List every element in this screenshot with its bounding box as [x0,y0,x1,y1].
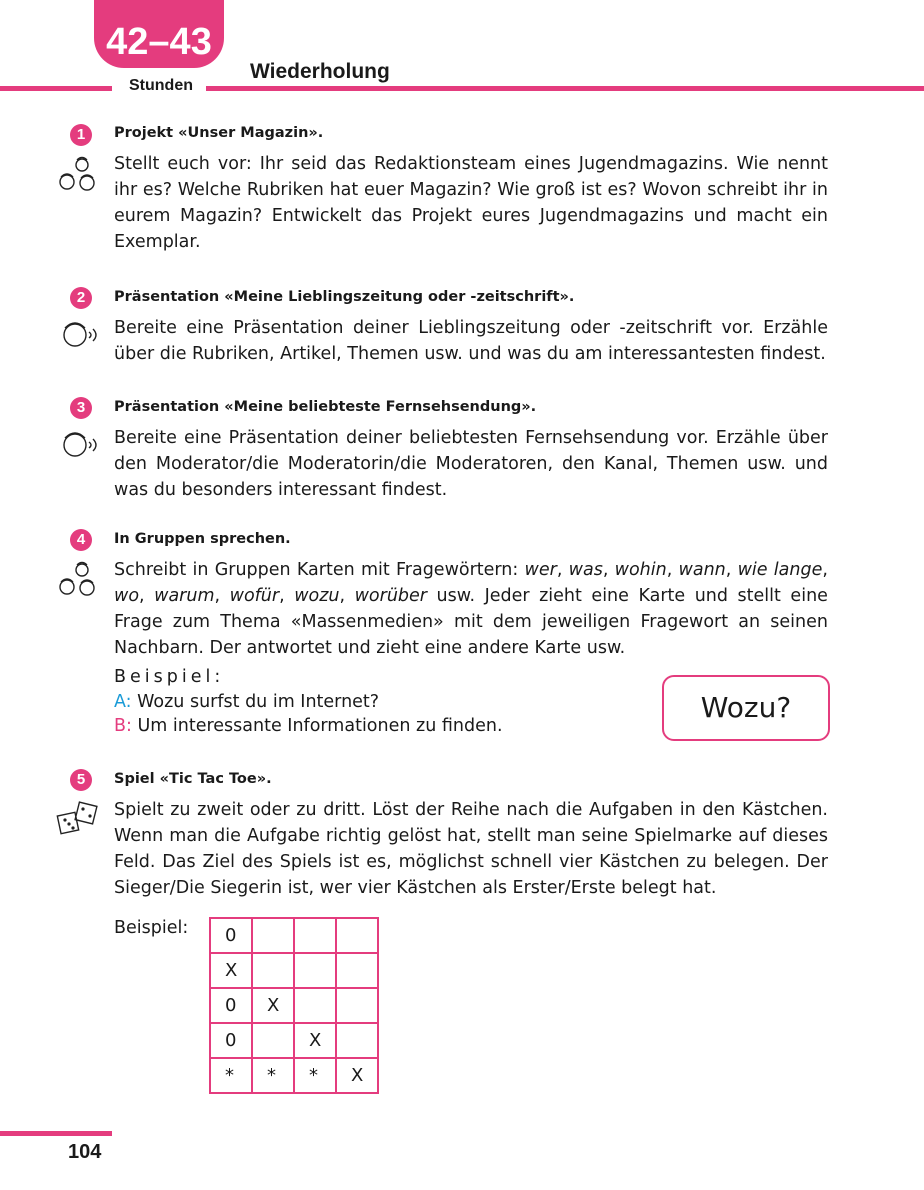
page-number: 104 [68,1141,102,1163]
grid-cell [252,953,294,988]
footer-rule [0,1131,112,1136]
header-rule-right [206,86,924,91]
example-label: Beispiel: [114,667,225,687]
grid-cell: 0 [210,918,252,953]
dice-icon [55,800,101,838]
grid-cell [336,918,378,953]
question-word-card: Wozu? [662,675,830,741]
grid-cell: X [294,1023,336,1058]
task-text-5: Spielt zu zweit oder zu dritt. Löst der Reihe nach die Aufgaben in den Kästchen. Wenn man die Aufgabe richtig gelöst hat, stellt man seine Spielmarke auf dieses Feld. Das Ziel des Spiels ist es, möglichst schnell vier Kästchen zu belegen. Der Sieger/Die Siegerin ist, wer vier Kästchen als Erster/Erste belegt hat. [114,800,828,898]
header-rule-left [0,86,112,91]
grid-cell [294,953,336,988]
grid-row [210,953,378,988]
lesson-label: Stunden [116,77,206,95]
grid-row [210,1023,378,1058]
grid-cell: 0 [210,988,252,1023]
task-number-1: 1 [70,124,92,146]
task-title-4: In Gruppen sprechen. [114,531,291,547]
task-title-5: Spiel «Tic Tac Toe». [114,771,272,787]
tic-tac-toe-grid [209,917,379,1094]
task-number-2: 2 [70,287,92,309]
grid-cell [252,918,294,953]
group-faces-icon [55,560,101,598]
task-text-3: Bereite eine Präsentation deiner beliebtesten Fernsehsendung vor. Erzähle über den Moderator/die Moderatorin/die Moderatoren, den Kanal, Themen usw. und was du besonders interessant findest. [114,428,828,500]
grid-row [210,1058,378,1093]
grid-row [210,988,378,1023]
speaking-face-icon [55,428,101,462]
grid-cell: X [252,988,294,1023]
lesson-number-tab: 42–43 [94,0,224,68]
task-text-4: Schreibt in Gruppen Karten mit Fragewörtern: wer, was, wohin, wann, wie lange, wo, warum, wofür, wozu, worüber usw. Jeder zieht eine Karte und stellt eine Frage zum Thema «Massenmedien» mit dem jeweiligen Fragewort an seinen Nachbarn. Der antwortet und zieht eine andere Karte usw. [114,560,828,658]
task-number-3: 3 [70,397,92,419]
grid-cell: X [336,1058,378,1093]
task-text-1: Stellt euch vor: Ihr seid das Redaktionsteam eines Jugendmagazins. Wie nennt ihr es? Welche Rubriken hat euer Magazin? Wie groß ist es? Wovon schreibt ihr in eurem Magazin? Entwickelt das Projekt eures Jugendmagazins und macht ein Exemplar. [114,154,828,252]
grid-example-label: Beispiel: [114,918,189,938]
grid-cell [336,953,378,988]
task-number-4: 4 [70,529,92,551]
task-title-1: Projekt «Unser Magazin». [114,125,324,141]
page-title: Wiederholung [250,60,390,83]
task-text-2: Bereite eine Präsentation deiner Lieblingszeitung oder -zeitschrift vor. Erzähle über die Rubriken, Artikel, Themen usw. und was du am interessantesten findest. [114,318,828,364]
grid-cell: X [210,953,252,988]
grid-cell [294,918,336,953]
task-number-5: 5 [70,769,92,791]
grid-row [210,918,378,953]
task-title-3: Präsentation «Meine beliebteste Fernsehsendung». [114,399,537,415]
grid-cell [336,988,378,1023]
grid-cell [252,1023,294,1058]
grid-cell: * [210,1058,252,1093]
speaking-face-icon [55,318,101,352]
group-faces-icon [55,155,101,193]
dialog-line-a: A: Wozu surfst du im Internet? [114,692,380,712]
grid-cell: * [252,1058,294,1093]
task-title-2: Präsentation «Meine Lieblingszeitung oder -zeitschrift». [114,289,575,305]
grid-cell [336,1023,378,1058]
dialog-line-b: B: Um interessante Informationen zu finden. [114,716,503,736]
grid-cell: 0 [210,1023,252,1058]
grid-cell [294,988,336,1023]
grid-cell: * [294,1058,336,1093]
